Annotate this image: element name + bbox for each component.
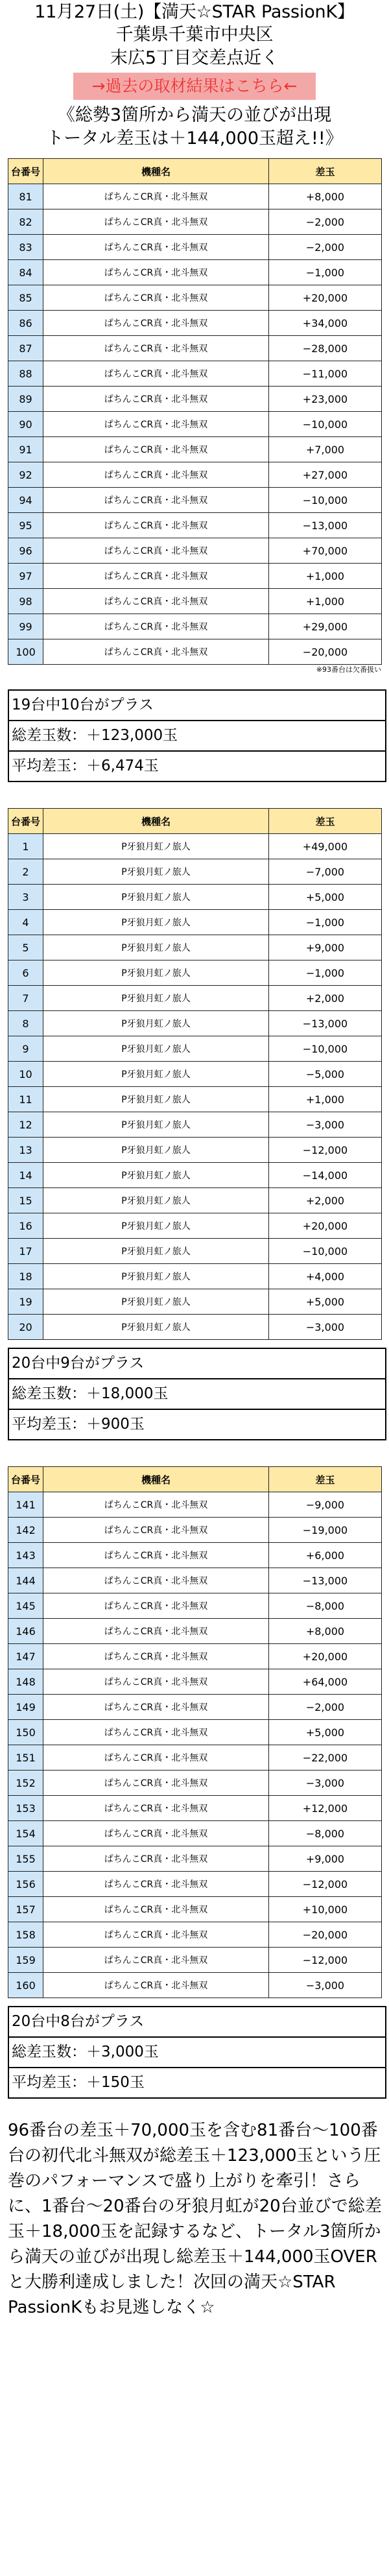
results-table-2 (8, 808, 382, 1340)
closing-paragraph: 96番台の差玉＋70,000玉を含む81番台〜100番台の初代北斗無双が総差玉＋123,000玉という圧巻のパフォーマンスで盛り上がりを牽引！さらに、1番台〜20番台の牙狼月虹が20台並びで総差玉＋18,000玉を記録するなど、トータル3箇所から満天の並びが出現し総差玉＋144,000玉OVERと大勝利達成しました！次回の満天☆STAR PassionKもお見逃しなく☆ (8, 2121, 382, 2317)
table-row (8, 960, 382, 986)
model-name-cell: ぱちんこCR真・北斗無双 (43, 311, 269, 336)
table-row (8, 260, 382, 285)
machine-number-cell: 81 (8, 184, 43, 209)
machine-number-cell: 96 (8, 538, 43, 564)
table-body-2 (8, 834, 382, 1340)
machine-number-cell: 159 (8, 1948, 43, 1973)
machine-number-cell: 151 (8, 1745, 43, 1771)
machine-number-cell: 16 (8, 1213, 43, 1239)
column-header-number: 台番号 (8, 809, 43, 834)
model-name-cell: P牙狼月虹ノ旅人 (43, 1062, 269, 1087)
model-name-cell: ぱちんこCR真・北斗無双 (43, 1568, 269, 1593)
ball-diff-cell: −10,000 (269, 1239, 382, 1264)
table-row (8, 1518, 382, 1543)
model-name-cell: P牙狼月虹ノ旅人 (43, 1264, 269, 1289)
ball-diff-cell: +23,000 (269, 387, 382, 412)
machine-number-cell: 142 (8, 1518, 43, 1543)
table-row (8, 1492, 382, 1518)
table-row (8, 1213, 382, 1239)
model-name-cell: P牙狼月虹ノ旅人 (43, 885, 269, 910)
ball-diff-cell: −10,000 (269, 1036, 382, 1062)
table-row (8, 1973, 382, 1998)
machine-number-cell: 154 (8, 1821, 43, 1846)
ball-diff-cell: −1,000 (269, 960, 382, 986)
table-row (8, 564, 382, 589)
table-header-row (8, 159, 382, 184)
model-name-cell: ぱちんこCR真・北斗無双 (43, 437, 269, 462)
model-name-cell: P牙狼月虹ノ旅人 (43, 960, 269, 986)
summary-total-diff: 総差玉数：＋18,000玉 (9, 1378, 385, 1409)
ball-diff-cell: −13,000 (269, 513, 382, 538)
table-row (8, 1289, 382, 1315)
results-table-1 (8, 158, 382, 665)
table-row (8, 1036, 382, 1062)
ball-diff-cell: +1,000 (269, 1087, 382, 1112)
machine-number-cell: 4 (8, 910, 43, 935)
results-section-1 (0, 158, 389, 782)
model-name-cell: ぱちんこCR真・北斗無双 (43, 538, 269, 564)
ball-diff-cell: −10,000 (269, 488, 382, 513)
ball-diff-cell: +49,000 (269, 834, 382, 859)
model-name-cell: ぱちんこCR真・北斗無双 (43, 1796, 269, 1821)
table-row (8, 1720, 382, 1745)
machine-number-cell: 86 (8, 311, 43, 336)
machine-number-cell: 1 (8, 834, 43, 859)
machine-number-cell: 160 (8, 1973, 43, 1998)
column-header-number: 台番号 (8, 1467, 43, 1492)
summary-total-diff: 総差玉数：＋3,000玉 (9, 2036, 385, 2067)
machine-number-cell: 85 (8, 285, 43, 311)
machine-number-cell: 13 (8, 1138, 43, 1163)
model-name-cell: P牙狼月虹ノ旅人 (43, 1315, 269, 1340)
machine-number-cell: 92 (8, 462, 43, 488)
machine-number-cell: 11 (8, 1087, 43, 1112)
machine-number-cell: 149 (8, 1695, 43, 1720)
model-name-cell: ぱちんこCR真・北斗無双 (43, 1644, 269, 1669)
machine-number-cell: 83 (8, 235, 43, 260)
table-row (8, 1568, 382, 1593)
table-note: ※93番台は欠番扱い (316, 665, 381, 674)
table-row (8, 614, 382, 639)
ball-diff-cell: −1,000 (269, 910, 382, 935)
table-row (8, 639, 382, 665)
model-name-cell: P牙狼月虹ノ旅人 (43, 1289, 269, 1315)
ball-diff-cell: −2,000 (269, 1695, 382, 1720)
column-header-model: 機種名 (43, 159, 269, 184)
summary-plus-count: 20台中8台がプラス (12, 2013, 145, 2030)
model-name-cell: ぱちんこCR真・北斗無双 (43, 462, 269, 488)
summary-plus-count: 19台中10台がプラス (12, 697, 154, 713)
summary-box-3 (8, 2006, 386, 2099)
machine-number-cell: 7 (8, 986, 43, 1011)
model-name-cell: ぱちんこCR真・北斗無双 (43, 260, 269, 285)
model-name-cell: ぱちんこCR真・北斗無双 (43, 488, 269, 513)
ball-diff-cell: +5,000 (269, 885, 382, 910)
model-name-cell: ぱちんこCR真・北斗無双 (43, 1745, 269, 1771)
ball-diff-cell: −20,000 (269, 639, 382, 665)
machine-number-cell: 12 (8, 1112, 43, 1138)
model-name-cell: P牙狼月虹ノ旅人 (43, 1036, 269, 1062)
ball-diff-cell: −9,000 (269, 1492, 382, 1518)
ball-diff-cell: −22,000 (269, 1745, 382, 1771)
table-row (8, 1695, 382, 1720)
summary-plus-count: 20台中9台がプラス (12, 1355, 145, 1372)
model-name-cell: P牙狼月虹ノ旅人 (43, 1213, 269, 1239)
model-name-cell: ぱちんこCR真・北斗無双 (43, 1619, 269, 1644)
table-body-1 (8, 184, 382, 665)
summary-box-2 (8, 1348, 386, 1440)
machine-number-cell: 5 (8, 935, 43, 960)
ball-diff-cell: +9,000 (269, 1846, 382, 1872)
model-name-cell: ぱちんこCR真・北斗無双 (43, 1846, 269, 1872)
model-name-cell: ぱちんこCR真・北斗無双 (43, 1948, 269, 1973)
table-row (8, 184, 382, 209)
table-row (8, 1872, 382, 1897)
table-row (8, 488, 382, 513)
column-header-model: 機種名 (43, 1467, 269, 1492)
table-row (8, 1163, 382, 1188)
model-name-cell: ぱちんこCR真・北斗無双 (43, 1695, 269, 1720)
table-row (8, 1922, 382, 1948)
model-name-cell: ぱちんこCR真・北斗無双 (43, 614, 269, 639)
column-header-model: 機種名 (43, 809, 269, 834)
table-row (8, 1796, 382, 1821)
table-row (8, 1745, 382, 1771)
table-row (8, 859, 382, 885)
table-row (8, 935, 382, 960)
headline-line-2: トータル差玉は＋144,000玉超え!!》 (46, 128, 343, 149)
ball-diff-cell: −13,000 (269, 1568, 382, 1593)
machine-number-cell: 146 (8, 1619, 43, 1644)
column-header-diff: 差玉 (269, 159, 382, 184)
location-street: 末広5丁目交差点近く (110, 48, 279, 68)
machine-number-cell: 82 (8, 209, 43, 235)
machine-number-cell: 143 (8, 1543, 43, 1568)
model-name-cell: ぱちんこCR真・北斗無双 (43, 639, 269, 665)
model-name-cell: P牙狼月虹ノ旅人 (43, 1112, 269, 1138)
table-row (8, 1264, 382, 1289)
table-row (8, 1188, 382, 1213)
table-row (8, 412, 382, 437)
ball-diff-cell: +1,000 (269, 589, 382, 614)
machine-number-cell: 84 (8, 260, 43, 285)
table-row (8, 1239, 382, 1264)
machine-number-cell: 3 (8, 885, 43, 910)
table-row (8, 1644, 382, 1669)
model-name-cell: ぱちんこCR真・北斗無双 (43, 209, 269, 235)
machine-number-cell: 20 (8, 1315, 43, 1340)
results-table-3 (8, 1466, 382, 1998)
article-header (0, 0, 389, 150)
table-header-row (8, 809, 382, 834)
table-row (8, 1543, 382, 1568)
summary-average-diff: 平均差玉：＋150玉 (9, 2067, 385, 2097)
table-row (8, 1669, 382, 1695)
event-title: 11月27日(土)【満天☆STAR PassionK】 (34, 2, 355, 22)
ball-diff-cell: +10,000 (269, 1897, 382, 1922)
table-row (8, 1619, 382, 1644)
model-name-cell: P牙狼月虹ノ旅人 (43, 986, 269, 1011)
model-name-cell: ぱちんこCR真・北斗無双 (43, 1669, 269, 1695)
ball-diff-cell: −11,000 (269, 361, 382, 387)
column-header-number: 台番号 (8, 159, 43, 184)
machine-number-cell: 98 (8, 589, 43, 614)
ball-diff-cell: −3,000 (269, 1973, 382, 1998)
model-name-cell: P牙狼月虹ノ旅人 (43, 935, 269, 960)
ball-diff-cell: +64,000 (269, 1669, 382, 1695)
ball-diff-cell: +7,000 (269, 437, 382, 462)
model-name-cell: P牙狼月虹ノ旅人 (43, 1163, 269, 1188)
ball-diff-cell: +70,000 (269, 538, 382, 564)
machine-number-cell: 155 (8, 1846, 43, 1872)
ball-diff-cell: +2,000 (269, 986, 382, 1011)
ball-diff-cell: −28,000 (269, 336, 382, 361)
machine-number-cell: 153 (8, 1796, 43, 1821)
machine-number-cell: 9 (8, 1036, 43, 1062)
ball-diff-cell: +27,000 (269, 462, 382, 488)
table-row (8, 437, 382, 462)
results-section-3 (0, 1466, 389, 2099)
ball-diff-cell: −19,000 (269, 1518, 382, 1543)
model-name-cell: ぱちんこCR真・北斗無双 (43, 336, 269, 361)
ball-diff-cell: −13,000 (269, 1011, 382, 1036)
ball-diff-cell: −3,000 (269, 1315, 382, 1340)
ball-diff-cell: +9,000 (269, 935, 382, 960)
machine-number-cell: 141 (8, 1492, 43, 1518)
table-row (8, 1771, 382, 1796)
ball-diff-cell: +2,000 (269, 1188, 382, 1213)
model-name-cell: ぱちんこCR真・北斗無双 (43, 513, 269, 538)
model-name-cell: ぱちんこCR真・北斗無双 (43, 1720, 269, 1745)
ball-diff-cell: +34,000 (269, 311, 382, 336)
machine-number-cell: 147 (8, 1644, 43, 1669)
column-header-diff: 差玉 (269, 809, 382, 834)
model-name-cell: P牙狼月虹ノ旅人 (43, 1239, 269, 1264)
ball-diff-cell: −12,000 (269, 1872, 382, 1897)
ball-diff-cell: −20,000 (269, 1922, 382, 1948)
table-row (8, 834, 382, 859)
table-row (8, 1593, 382, 1619)
table-row (8, 910, 382, 935)
table-row (8, 235, 382, 260)
ball-diff-cell: +5,000 (269, 1289, 382, 1315)
model-name-cell: ぱちんこCR真・北斗無双 (43, 1518, 269, 1543)
summary-average-diff: 平均差玉：＋6,474玉 (9, 750, 385, 781)
model-name-cell: ぱちんこCR真・北斗無双 (43, 412, 269, 437)
machine-number-cell: 17 (8, 1239, 43, 1264)
table-row (8, 1087, 382, 1112)
model-name-cell: ぱちんこCR真・北斗無双 (43, 235, 269, 260)
table-row (8, 1011, 382, 1036)
ball-diff-cell: −3,000 (269, 1112, 382, 1138)
table-row (8, 1821, 382, 1846)
model-name-cell: ぱちんこCR真・北斗無双 (43, 564, 269, 589)
table-row (8, 513, 382, 538)
ball-diff-cell: −12,000 (269, 1138, 382, 1163)
machine-number-cell: 90 (8, 412, 43, 437)
machine-number-cell: 87 (8, 336, 43, 361)
machine-number-cell: 10 (8, 1062, 43, 1087)
ball-diff-cell: −8,000 (269, 1593, 382, 1619)
model-name-cell: ぱちんこCR真・北斗無双 (43, 1543, 269, 1568)
table-row (8, 1846, 382, 1872)
ball-diff-cell: +1,000 (269, 564, 382, 589)
table-row (8, 1112, 382, 1138)
machine-number-cell: 14 (8, 1163, 43, 1188)
ball-diff-cell: −1,000 (269, 260, 382, 285)
ball-diff-cell: +6,000 (269, 1543, 382, 1568)
column-header-diff: 差玉 (269, 1467, 382, 1492)
model-name-cell: P牙狼月虹ノ旅人 (43, 1011, 269, 1036)
table-row (8, 1138, 382, 1163)
machine-number-cell: 95 (8, 513, 43, 538)
table-row (8, 462, 382, 488)
headline-line-1: 《総勢3箇所から満天の並びが出現 (57, 105, 332, 125)
machine-number-cell: 145 (8, 1593, 43, 1619)
table-row (8, 1315, 382, 1340)
machine-number-cell: 148 (8, 1669, 43, 1695)
ball-diff-cell: −7,000 (269, 859, 382, 885)
summary-box-1 (8, 689, 386, 782)
ball-diff-cell: +29,000 (269, 614, 382, 639)
model-name-cell: ぱちんこCR真・北斗無双 (43, 1922, 269, 1948)
model-name-cell: ぱちんこCR真・北斗無双 (43, 1821, 269, 1846)
summary-total-diff: 総差玉数：＋123,000玉 (9, 720, 385, 750)
ball-diff-cell: −2,000 (269, 235, 382, 260)
ball-diff-cell: +4,000 (269, 1264, 382, 1289)
ball-diff-cell: +5,000 (269, 1720, 382, 1745)
machine-number-cell: 94 (8, 488, 43, 513)
ball-diff-cell: −5,000 (269, 1062, 382, 1087)
model-name-cell: P牙狼月虹ノ旅人 (43, 1138, 269, 1163)
results-section-2 (0, 808, 389, 1440)
table-row (8, 336, 382, 361)
model-name-cell: ぱちんこCR真・北斗無双 (43, 184, 269, 209)
table-row (8, 311, 382, 336)
machine-number-cell: 89 (8, 387, 43, 412)
machine-number-cell: 2 (8, 859, 43, 885)
machine-number-cell: 91 (8, 437, 43, 462)
ball-diff-cell: +20,000 (269, 285, 382, 311)
model-name-cell: ぱちんこCR真・北斗無双 (43, 1973, 269, 1998)
model-name-cell: ぱちんこCR真・北斗無双 (43, 361, 269, 387)
ball-diff-cell: −14,000 (269, 1163, 382, 1188)
table-row (8, 285, 382, 311)
model-name-cell: ぱちんこCR真・北斗無双 (43, 1872, 269, 1897)
ball-diff-cell: −3,000 (269, 1771, 382, 1796)
table-row (8, 387, 382, 412)
machine-number-cell: 99 (8, 614, 43, 639)
machine-number-cell: 8 (8, 1011, 43, 1036)
table-row (8, 986, 382, 1011)
machine-number-cell: 6 (8, 960, 43, 986)
past-results-link[interactable]: →過去の取材結果はこちら← (73, 73, 316, 100)
ball-diff-cell: +12,000 (269, 1796, 382, 1821)
machine-number-cell: 18 (8, 1264, 43, 1289)
ball-diff-cell: +20,000 (269, 1213, 382, 1239)
model-name-cell: P牙狼月虹ノ旅人 (43, 1188, 269, 1213)
table-body-3 (8, 1492, 382, 1998)
machine-number-cell: 150 (8, 1720, 43, 1745)
ball-diff-cell: −10,000 (269, 412, 382, 437)
model-name-cell: ぱちんこCR真・北斗無双 (43, 1771, 269, 1796)
machine-number-cell: 88 (8, 361, 43, 387)
machine-number-cell: 15 (8, 1188, 43, 1213)
model-name-cell: ぱちんこCR真・北斗無双 (43, 589, 269, 614)
ball-diff-cell: −8,000 (269, 1821, 382, 1846)
model-name-cell: P牙狼月虹ノ旅人 (43, 859, 269, 885)
table-row (8, 885, 382, 910)
machine-number-cell: 19 (8, 1289, 43, 1315)
ball-diff-cell: −2,000 (269, 209, 382, 235)
table-row (8, 538, 382, 564)
ball-diff-cell: −12,000 (269, 1948, 382, 1973)
machine-number-cell: 100 (8, 639, 43, 665)
table-row (8, 1062, 382, 1087)
machine-number-cell: 157 (8, 1897, 43, 1922)
model-name-cell: ぱちんこCR真・北斗無双 (43, 387, 269, 412)
table-row (8, 1948, 382, 1973)
table-row (8, 361, 382, 387)
model-name-cell: ぱちんこCR真・北斗無双 (43, 1492, 269, 1518)
machine-number-cell: 158 (8, 1922, 43, 1948)
machine-number-cell: 144 (8, 1568, 43, 1593)
summary-average-diff: 平均差玉：＋900玉 (9, 1409, 385, 1439)
model-name-cell: ぱちんこCR真・北斗無双 (43, 285, 269, 311)
ball-diff-cell: +8,000 (269, 1619, 382, 1644)
table-row (8, 1897, 382, 1922)
machine-number-cell: 156 (8, 1872, 43, 1897)
model-name-cell: P牙狼月虹ノ旅人 (43, 1087, 269, 1112)
table-row (8, 589, 382, 614)
machine-number-cell: 97 (8, 564, 43, 589)
table-header-row (8, 1467, 382, 1492)
model-name-cell: P牙狼月虹ノ旅人 (43, 834, 269, 859)
model-name-cell: ぱちんこCR真・北斗無双 (43, 1593, 269, 1619)
table-row (8, 209, 382, 235)
location-prefecture: 千葉県千葉市中央区 (115, 25, 274, 45)
ball-diff-cell: +20,000 (269, 1644, 382, 1669)
ball-diff-cell: +8,000 (269, 184, 382, 209)
model-name-cell: ぱちんこCR真・北斗無双 (43, 1897, 269, 1922)
machine-number-cell: 152 (8, 1771, 43, 1796)
model-name-cell: P牙狼月虹ノ旅人 (43, 910, 269, 935)
